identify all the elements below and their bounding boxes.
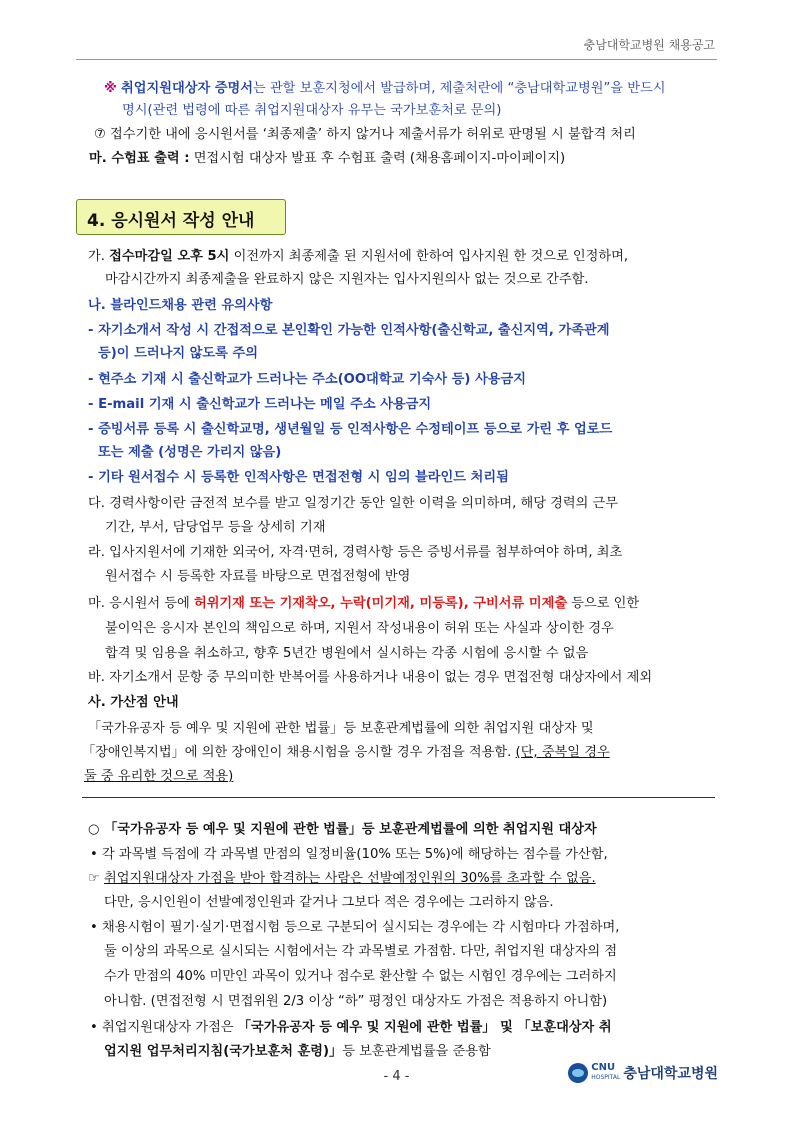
logo-hospital-name: 충남대학교병원 [623, 1066, 718, 1082]
veterans-point-2-line4: 아니함. (면접전형 시 면접위원 2/3 이상 “하” 평정인 대상자도 가점은 적용하지 아니함) [104, 994, 608, 1009]
veterans-title: ○ 「국가유공자 등 예우 및 지원에 관한 법률」등 보훈관계법률에 의한 취업지원 대상자 [88, 822, 597, 837]
item-ma-line3: 합격 및 임용을 취소하고, 향후 5년간 병원에서 실시하는 각종 시험에 응시할 수 없음 [105, 646, 589, 661]
item-ra: 라. 입사지원서에 기재한 외국어, 자격·면허, 경력사항 등은 증빙서류를 첨부하여야 하며, 최초 [88, 545, 623, 560]
note-certificate: ※ 취업지원대상자 증명서는 관할 보훈지청에서 발급하며, 제출처란에 “충남대학교병원”을 반드시 [104, 81, 666, 96]
item-sa-line2: 「장애인복지법」에 의한 장애인이 채용시험을 응시할 경우 가점을 적용함. (단, 중복일 경우 [82, 745, 610, 760]
blind-rule-2: - 현주소 기재 시 출신학교가 드러나는 주소(OO대학교 기숙사 등) 사용금지 [88, 372, 526, 387]
veterans-point-1-note: ☞ 취업지원대상자 가점을 받아 합격하는 사람은 선발예정인원의 30%를 초과할 수 없음. [88, 871, 596, 886]
veterans-point-2-line3: 수가 만점의 40% 미만인 과목이 있거나 점수로 환산할 수 없는 시험인 경우에는 그러하지 [104, 969, 617, 984]
item-ra-line2: 원서접수 시 등록한 자료를 바탕으로 면접전형에 반영 [105, 569, 411, 584]
logo-cnu-text: CNU HOSPITAL [591, 1062, 621, 1081]
item-ga-line2: 마감시간까지 최종제출을 완료하지 않은 지원자는 입사지원의사 없는 것으로 간주함. [105, 272, 589, 287]
item-ma-line2: 불이익은 응시자 본인의 책임으로 하며, 지원서 작성내용이 허위 또는 사실과 상이한 경우 [105, 621, 614, 636]
item-7: ⑦ 접수기한 내에 응시원서를 ‘최종제출’ 하지 않거나 제출서류가 허위로 판명될 시 불합격 처리 [94, 127, 636, 142]
header-title: 충남대학교병원 채용공고 [583, 38, 715, 52]
veterans-point-3: • 취업지원대상자 가점은 「국가유공자 등 예우 및 지원에 관한 법률」 및 「보훈대상자 취 [90, 1020, 612, 1035]
blind-rule-1-line2: 등)이 드러나지 않도록 주의 [98, 346, 258, 361]
item-sa-title: 사. 가산점 안내 [88, 695, 179, 710]
item-na-title: 나. 블라인드채용 관련 유의사항 [88, 298, 273, 313]
section-title-box [76, 199, 286, 235]
blind-rule-4: - 증빙서류 등록 시 출신학교명, 생년월일 등 인적사항은 수정테이프 등으로 가린 후 업로드 [88, 422, 613, 437]
veterans-point-2-line2: 둘 이상의 과목으로 실시되는 시험에서는 각 과목별로 가점함. 다만, 취업지원 대상자의 점 [104, 944, 618, 959]
header-divider [76, 59, 717, 60]
blind-rule-1: - 자기소개서 작성 시 간접적으로 본인확인 가능한 인적사항(출신학교, 출신지역, 가족관계 [88, 323, 610, 338]
veterans-point-1: • 각 과목별 득점에 각 과목별 만점의 일정비율(10% 또는 5%)에 해당하는 점수를 가산함, [90, 847, 608, 862]
page-number: - 4 - [383, 1069, 410, 1084]
blind-rule-3: - E-mail 기재 시 출신학교가 드러나는 메일 주소 사용금지 [88, 397, 432, 412]
note-certificate-line2: 명시(관련 법령에 따른 취업지원대상자 유무는 국가보훈처로 문의) [122, 103, 502, 118]
section-title: 4. 응시원서 작성 안내 [87, 211, 255, 231]
veterans-point-3-line2: 업지원 업무처리지침(국가보훈처 훈령)」등 보훈관계법률을 준용함 [104, 1044, 491, 1059]
item-ga: 가. 접수마감일 오후 5시 이전까지 최종제출 된 지원서에 한하여 입사지원 한 것으로 인정하며, [88, 249, 629, 264]
hospital-logo [568, 1063, 718, 1083]
item-da-line2: 기간, 부서, 담당업무 등을 상세히 기재 [105, 520, 326, 535]
section-separator [82, 797, 715, 798]
hospital-emblem-icon [568, 1063, 588, 1083]
item-da: 다. 경력사항이란 금전적 보수를 받고 일정기간 동안 일한 이력을 의미하며, 해당 경력의 근무 [88, 496, 619, 511]
veterans-point-2: • 채용시험이 필기·실기·면접시험 등으로 구분되어 실시되는 경우에는 각 시험마다 가점하며, [90, 920, 620, 935]
item-sa-line1: 「국가유공자 등 예우 및 지원에 관한 법률」등 보훈관계법률에 의한 취업지원 대상자 및 [88, 721, 594, 736]
item-ba: 바. 자기소개서 문항 중 무의미한 반복어를 사용하거나 내용이 없는 경우 면접전형 대상자에서 제외 [88, 670, 653, 685]
item-ma-application: 마. 응시원서 등에 허위기재 또는 기재착오, 누락(미기재, 미등록), 구비서류 미제출 등으로 인한 [88, 596, 640, 611]
blind-rule-5: - 기타 원서접수 시 등록한 인적사항은 면접전형 시 임의 블라인드 처리됨 [88, 470, 509, 485]
item-sa-line3: 둘 중 유리한 것으로 적용) [84, 769, 234, 784]
veterans-point-1-note2: 다만, 응시인원이 선발예정인원과 같거나 그보다 적은 경우에는 그러하지 않음. [104, 895, 554, 910]
blind-rule-4-line2: 또는 제출 (성명은 가리지 않음) [98, 445, 282, 460]
item-ma-ticket: 마. 수험표 출력 : 면접시험 대상자 발표 후 수험표 출력 (채용홈페이지-마이페이지) [89, 151, 566, 166]
